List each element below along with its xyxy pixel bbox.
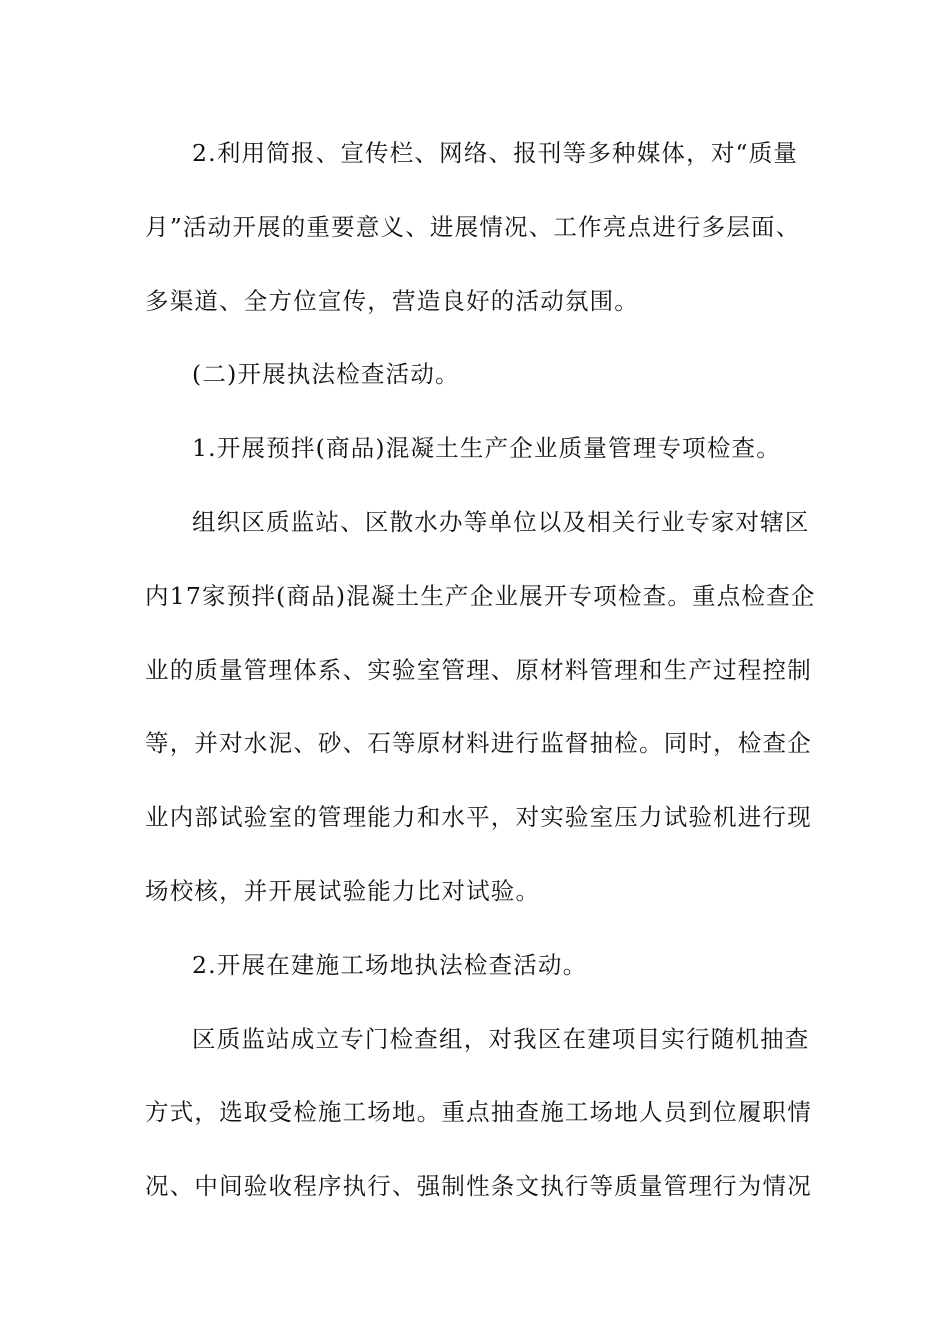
paragraph-line: 月”活动开展的重要意义、进展情况、工作亮点进行多层面、 <box>145 212 801 241</box>
document-body <box>145 128 815 1235</box>
paragraph-line: 内17家预拌(商品)混凝土生产企业展开专项检查。重点检查企 <box>145 581 816 610</box>
subsection-heading: 1.开展预拌(商品)混凝土生产企业质量管理专项检查。 <box>192 434 781 463</box>
paragraph-line: 场校核，并开展试验能力比对试验。 <box>145 876 541 905</box>
paragraph-line: 业的质量管理体系、实验室管理、原材料管理和生产过程控制 <box>145 655 812 684</box>
paragraph-line: 区质监站成立专门检查组，对我区在建项目实行随机抽查 <box>192 1024 810 1053</box>
paragraph-line: 等，并对水泥、砂、石等原材料进行监督抽检。同时，检查企 <box>145 729 812 758</box>
subsection-heading: 2.开展在建施工场地执法检查活动。 <box>192 950 588 979</box>
paragraph-line: 方式，选取受检施工场地。重点抽查施工场地人员到位履职情 <box>145 1098 812 1127</box>
paragraph-line: 多渠道、全方位宣传，营造良好的活动氛围。 <box>145 286 639 315</box>
paragraph-line: 况、中间验收程序执行、强制性条文执行等质量管理行为情况 <box>145 1172 812 1201</box>
paragraph-line: 业内部试验室的管理能力和水平，对实验室压力试验机进行现 <box>145 803 812 832</box>
section-heading: (二)开展执法检查活动。 <box>192 360 460 389</box>
paragraph-line: 2.利用简报、宣传栏、网络、报刊等多种媒体，对“质量 <box>192 139 799 167</box>
paragraph-line: 组织区质监站、区散水办等单位以及相关行业专家对辖区 <box>192 507 810 536</box>
